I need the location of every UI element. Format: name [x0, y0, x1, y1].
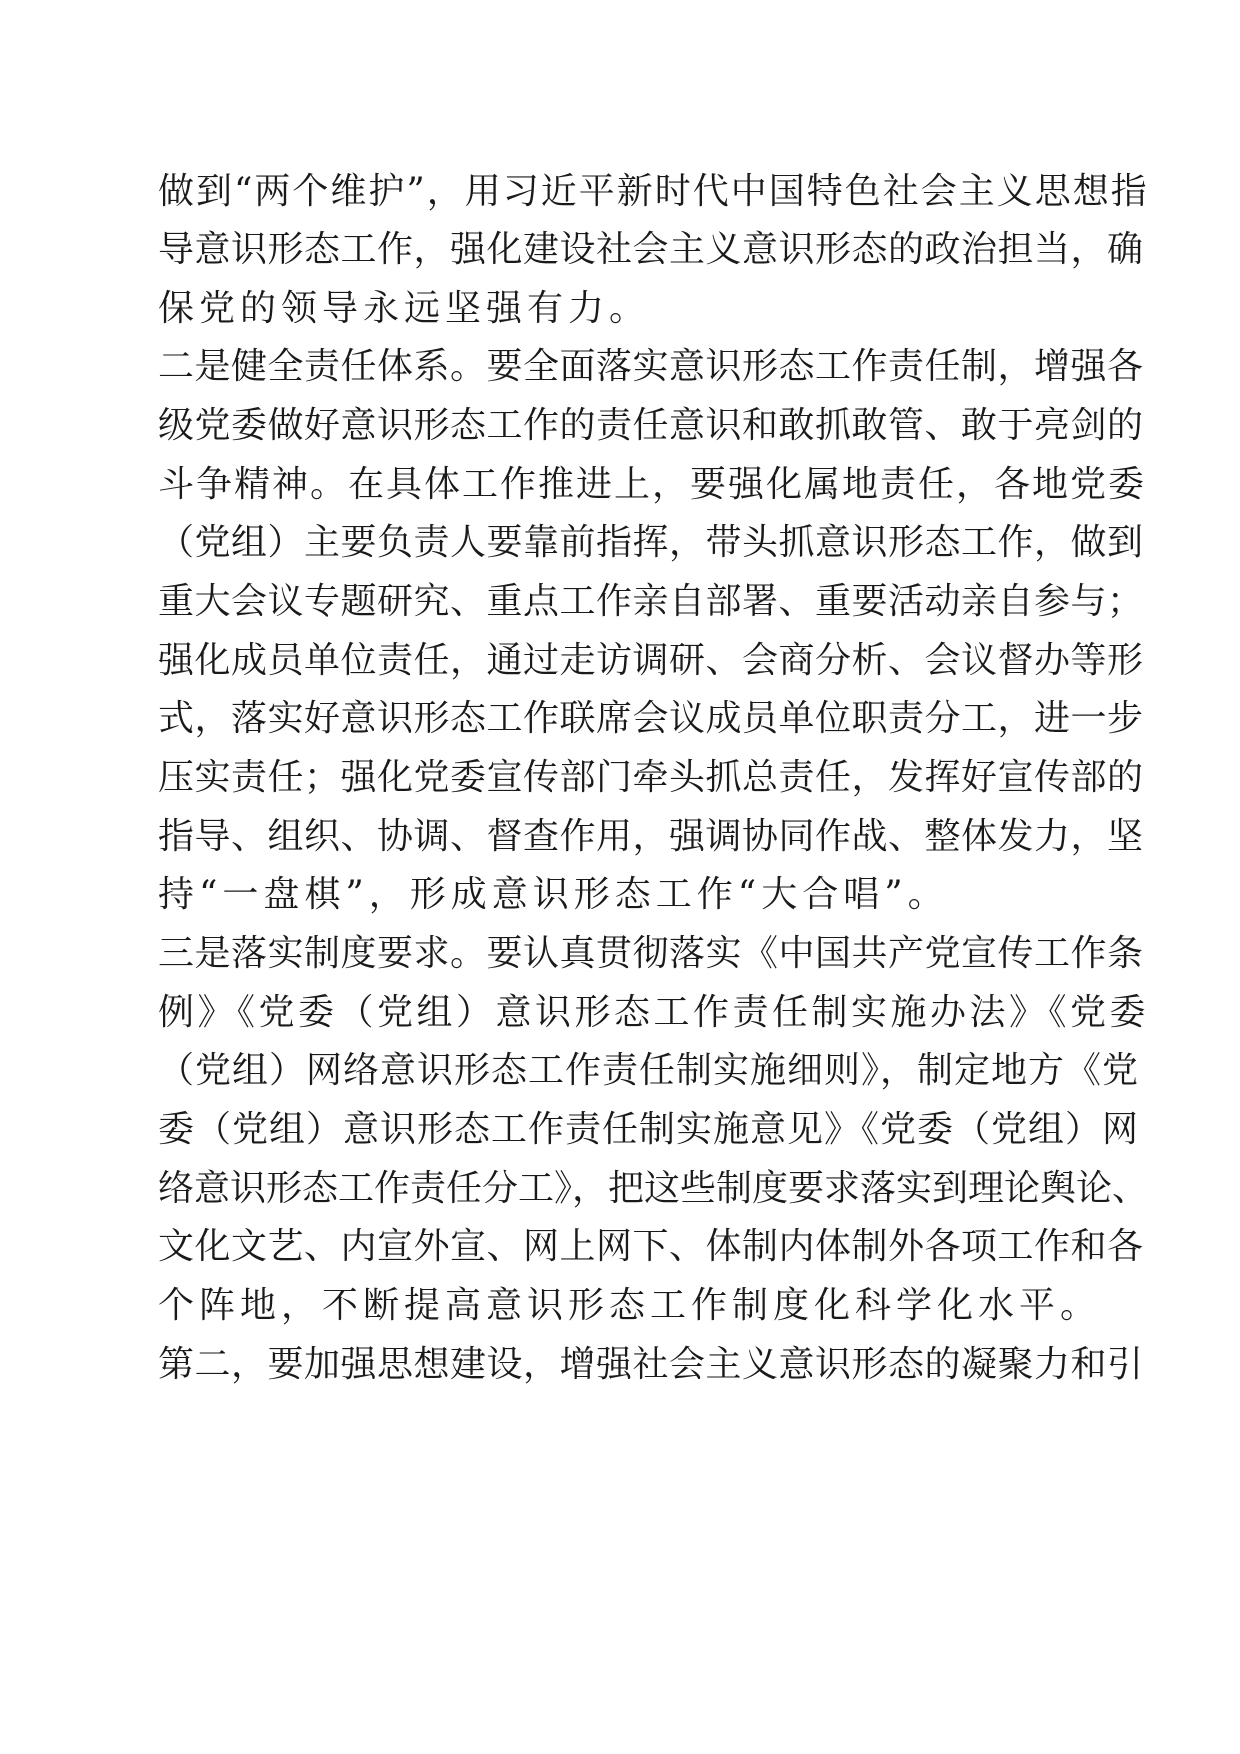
text-line: 第二，要加强思想建设，增强社会主义意识形态的凝聚力和引: [158, 1344, 1144, 1385]
text-line: 委（党组）意识形态工作责任制实施意见》《党委（党组）网: [158, 1109, 1140, 1150]
text-line: （党组）网络意识形态工作责任制实施细则》，制定地方《党: [158, 1050, 1140, 1091]
text-line: 级党委做好意识形态工作的责任意识和敢抓敢管、敢于亮剑的: [158, 405, 1144, 446]
text-line: 重大会议专题研究、重点工作亲自部署、重要活动亲自参与；: [158, 581, 1144, 622]
text-line: 强化成员单位责任，通过走访调研、会商分析、会议督办等形: [158, 640, 1144, 681]
text-line: 压实责任；强化党委宣传部门牵头抓总责任，发挥好宣传部的: [158, 757, 1144, 798]
text-line: 络意识形态工作责任分工》，把这些制度要求落实到理论舆论、: [158, 1168, 1149, 1209]
text-line: 式，落实好意识形态工作联席会议成员单位职责分工，进一步: [158, 698, 1144, 739]
text-line: 斗争精神。在具体工作推进上，要强化属地责任，各地党委: [158, 464, 1147, 505]
text-line: 个阵地，不断提高意识形态工作制度化科学化水平。: [158, 1285, 1102, 1326]
text-line: 文化文艺、内宣外宣、网上网下、体制内体制外各项工作和各: [158, 1226, 1144, 1267]
text-line: 指导、组织、协调、督查作用，强调协同作战、整体发力，坚: [158, 816, 1144, 857]
text-line: （党组）主要负责人要靠前指挥，带头抓意识形态工作，做到: [158, 522, 1144, 563]
text-line: 例》《党委（党组）意识形态工作责任制实施办法》《党委: [158, 992, 1150, 1033]
text-line: 做到“两个维护”，用习近平新时代中国特色社会主义思想指: [158, 171, 1149, 212]
text-line: 持“一盘棋”，形成意识形态工作“大合唱”。: [158, 874, 949, 915]
text-line: 导意识形态工作，强化建设社会主义意识形态的政治担当，确: [158, 229, 1144, 270]
text-line: 二是健全责任体系。要全面落实意识形态工作责任制，增强各: [158, 346, 1144, 387]
text-line: 保党的领导永远坚强有力。: [158, 288, 651, 329]
text-line: 三是落实制度要求。要认真贯彻落实《中国共产党宣传工作条: [158, 933, 1144, 974]
